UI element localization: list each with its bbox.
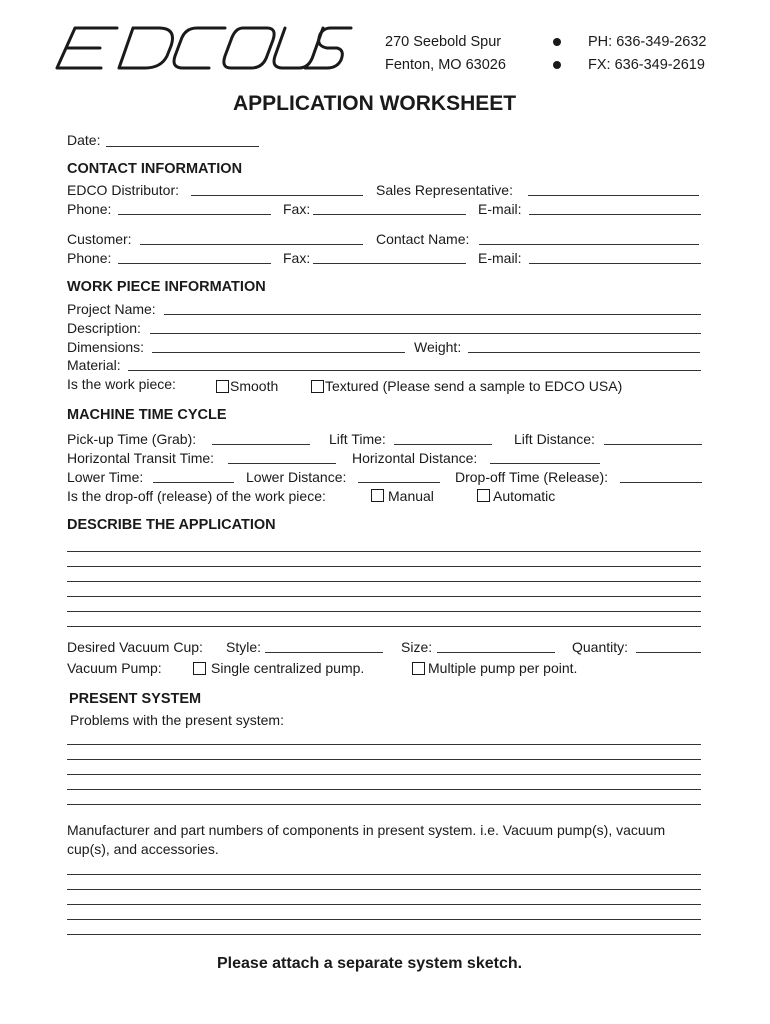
lower-distance-label: Lower Distance: [246,469,347,485]
phone1-label: Phone: [67,201,112,217]
manufacturer-line[interactable] [67,889,701,890]
page-title: APPLICATION WORKSHEET [233,92,517,115]
describe-line[interactable] [67,626,701,627]
automatic-checkbox[interactable] [477,489,490,502]
style-field[interactable] [265,652,383,653]
lift-time-label: Lift Time: [329,431,386,447]
email2-field[interactable] [529,263,701,264]
phone-number: PH: 636-349-2632 [588,34,707,50]
email2-label: E-mail: [478,250,522,266]
manual-checkbox[interactable] [371,489,384,502]
email1-field[interactable] [529,214,701,215]
multiple-pump-label: Multiple pump per point. [428,660,578,676]
horiz-distance-label: Horizontal Distance: [352,450,478,466]
customer-label: Customer: [67,231,132,247]
customer-field[interactable] [140,244,363,245]
multiple-pump-checkbox[interactable] [412,662,425,675]
address-line-1: 270 Seebold Spur [385,34,502,50]
contact-name-label: Contact Name: [376,231,470,247]
describe-heading: DESCRIBE THE APPLICATION [67,517,276,533]
textured-label: Textured (Please send a sample to EDCO USA) [325,378,623,394]
distributor-field[interactable] [191,195,363,196]
dimensions-label: Dimensions: [67,339,145,355]
machine-time-heading: MACHINE TIME CYCLE [67,407,227,423]
describe-line[interactable] [67,581,701,582]
quantity-label: Quantity: [572,639,629,655]
single-pump-checkbox[interactable] [193,662,206,675]
lift-time-field[interactable] [394,444,492,445]
present-system-heading: PRESENT SYSTEM [69,691,202,707]
problems-line[interactable] [67,744,701,745]
vacuum-cup-label: Desired Vacuum Cup: [67,639,203,655]
footer-note: Please attach a separate system sketch. [217,955,523,972]
fax2-field[interactable] [313,263,466,264]
size-field[interactable] [437,652,555,653]
sales-rep-field[interactable] [528,195,699,196]
vacuum-pump-label: Vacuum Pump: [67,660,162,676]
quantity-field[interactable] [636,652,701,653]
describe-line[interactable] [67,566,701,567]
phone2-field[interactable] [118,263,271,264]
bullet-icon [553,61,561,69]
horiz-time-label: Horizontal Transit Time: [67,450,215,466]
dimensions-field[interactable] [152,352,405,353]
material-field[interactable] [128,370,701,371]
manufacturer-line[interactable] [67,919,701,920]
project-name-field[interactable] [164,314,701,315]
description-label: Description: [67,320,141,336]
manufacturer-text-line2: cup(s), and accessories. [67,841,219,857]
lower-time-field[interactable] [153,482,234,483]
describe-line[interactable] [67,596,701,597]
project-name-label: Project Name: [67,301,156,317]
horiz-distance-field[interactable] [490,463,600,464]
fax-number: FX: 636-349-2619 [588,57,705,73]
problems-line[interactable] [67,759,701,760]
email1-label: E-mail: [478,201,522,217]
fax1-field[interactable] [313,214,466,215]
sales-rep-label: Sales Representative: [376,182,513,198]
description-field[interactable] [150,333,701,334]
dropoff-time-field[interactable] [620,482,702,483]
lift-distance-label: Lift Distance: [514,431,595,447]
problems-line[interactable] [67,804,701,805]
fax2-label: Fax: [283,250,311,266]
date-label: Date: [67,132,101,148]
lower-time-label: Lower Time: [67,469,144,485]
bullet-icon [553,38,561,46]
smooth-checkbox[interactable] [216,380,229,393]
textured-checkbox[interactable] [311,380,324,393]
distributor-label: EDCO Distributor: [67,182,180,198]
smooth-label: Smooth [230,378,279,394]
dropoff-question: Is the drop-off (release) of the work piece: [67,488,326,504]
weight-field[interactable] [468,352,700,353]
horiz-time-field[interactable] [228,463,336,464]
fax1-label: Fax: [283,201,311,217]
dropoff-time-label: Drop-off Time (Release): [455,469,609,485]
problems-line[interactable] [67,774,701,775]
work-piece-heading: WORK PIECE INFORMATION [67,279,266,295]
style-label: Style: [226,639,262,655]
automatic-label: Automatic [493,488,556,504]
logo-graphic [55,22,360,74]
size-label: Size: [401,639,433,655]
lift-distance-field[interactable] [604,444,702,445]
contact-name-field[interactable] [479,244,699,245]
material-label: Material: [67,357,121,373]
address-line-2: Fenton, MO 63026 [385,57,506,73]
company-logo [55,22,360,74]
manufacturer-line[interactable] [67,874,701,875]
manufacturer-line[interactable] [67,904,701,905]
lower-distance-field[interactable] [358,482,440,483]
phone2-label: Phone: [67,250,112,266]
phone1-field[interactable] [118,214,271,215]
manual-label: Manual [388,488,434,504]
pickup-label: Pick-up Time (Grab): [67,431,197,447]
single-pump-label: Single centralized pump. [211,660,365,676]
describe-line[interactable] [67,611,701,612]
contact-heading: CONTACT INFORMATION [67,161,243,177]
problems-line[interactable] [67,789,701,790]
date-field[interactable] [106,146,259,147]
manufacturer-line[interactable] [67,934,701,935]
work-piece-question: Is the work piece: [67,376,176,392]
problems-label: Problems with the present system: [70,712,284,728]
weight-label: Weight: [414,339,462,355]
pickup-field[interactable] [212,444,310,445]
describe-line[interactable] [67,551,701,552]
manufacturer-text-line1: Manufacturer and part numbers of components in present system. i.e. Vacuum pump(s), vacuum [67,822,666,838]
